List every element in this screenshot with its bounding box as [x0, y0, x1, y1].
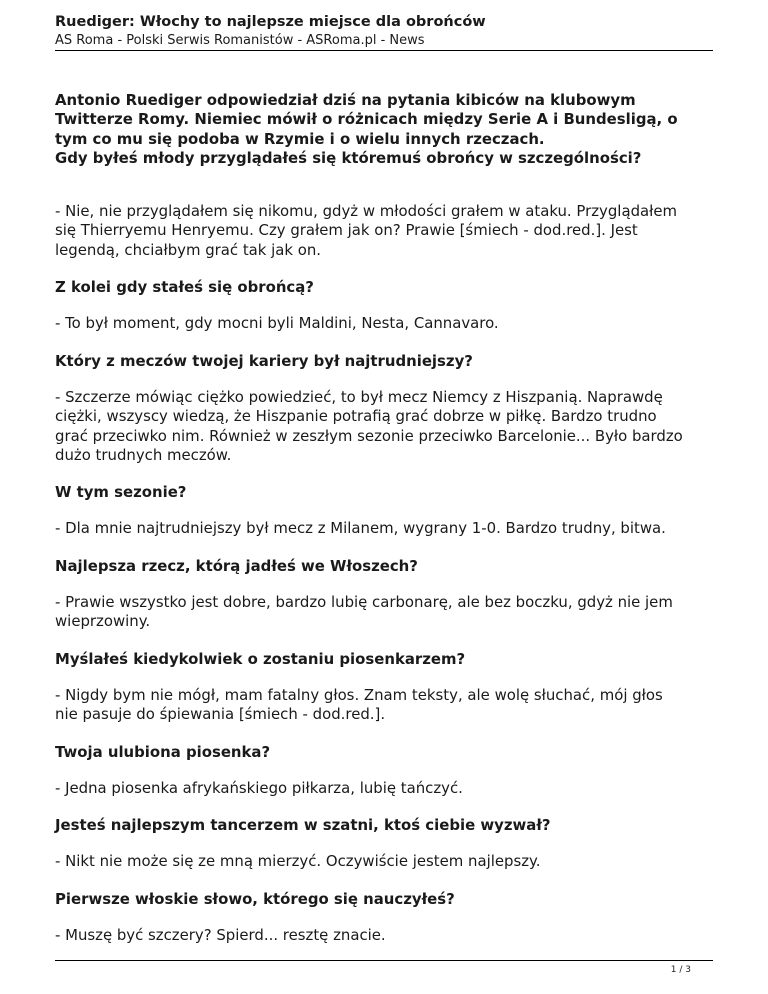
interview-question: Najlepsza rzecz, którą jadłeś we Włoszech?	[55, 556, 418, 575]
answer-paragraph	[55, 686, 715, 725]
answer-paragraph	[55, 519, 715, 538]
page-header	[55, 13, 713, 49]
footer-divider	[55, 960, 713, 961]
interview-question: Twoja ulubiona piosenka?	[55, 742, 271, 761]
answer-paragraph	[55, 314, 715, 333]
answer-line: - Szczerze mówiąc ciężko powiedzieć, to był mecz Niemcy z Hiszpanią. Naprawdę	[55, 387, 663, 406]
answer-paragraph	[55, 779, 715, 798]
lead-question: Gdy byłeś młody przyglądałeś się któremuś obrońcy w szczególności?	[55, 148, 642, 167]
lead-line: Twitterze Romy. Niemiec mówił o różnicach między Serie A i Bundesligą, o	[55, 110, 678, 129]
answer-line: legendą, chciałbym grać tak jak on.	[55, 240, 322, 259]
answer-line: - Nie, nie przyglądałem się nikomu, gdyż w młodości grałem w ataku. Przyglądałem	[55, 202, 678, 221]
interview-question: Z kolei gdy stałeś się obrońcą?	[55, 278, 314, 297]
answer-line: - Nigdy bym nie mógł, mam fatalny głos. Znam teksty, ale wolę słuchać, mój głos	[55, 685, 663, 704]
document-title: Ruediger: Włochy to najlepsze miejsce dla obrońców	[55, 14, 486, 30]
document-source: AS Roma - Polski Serwis Romanistów - ASRoma.pl - News	[55, 33, 425, 48]
interview-question: W tym sezonie?	[55, 483, 187, 502]
answer-line: - Jedna piosenka afrykańskiego piłkarza, lubię tańczyć.	[55, 778, 463, 797]
answer-line: grać przeciwko nim. Również w zeszłym sezonie przeciwko Barcelonie... Było bardzo	[55, 426, 683, 445]
article-body	[55, 91, 715, 945]
answer-line: wieprzowiny.	[55, 612, 151, 631]
lead-line: Antonio Ruediger odpowiedział dziś na pytania kibiców na klubowym	[55, 91, 636, 109]
answer-line: dużo trudnych meczów.	[55, 445, 232, 464]
answer-line: - Nikt nie może się ze mną mierzyć. Oczywiście jestem najlepszy.	[55, 852, 541, 871]
page-number: 1 / 3	[670, 965, 691, 975]
answer-line: - Dla mnie najtrudniejszy był mecz z Milanem, wygrany 1-0. Bardzo trudny, bitwa.	[55, 519, 666, 538]
interview-question: Który z meczów twojej kariery był najtrudniejszy?	[55, 351, 473, 370]
answer-paragraph	[55, 926, 715, 945]
header-divider	[55, 50, 713, 51]
answer-paragraph	[55, 202, 715, 260]
answer-paragraph	[55, 593, 715, 632]
interview-question: Jesteś najlepszym tancerzem w szatni, ktoś ciebie wyzwał?	[55, 816, 551, 835]
lead-line: tym co mu się podoba w Rzymie i o wielu innych rzeczach.	[55, 129, 545, 148]
answer-line: - Muszę być szczery? Spierd... resztę znacie.	[55, 926, 386, 945]
answer-line: nie pasuje do śpiewania [śmiech - dod.red.].	[55, 705, 386, 724]
answer-line: ciężki, wszyscy wiedzą, że Hiszpanie potrafią grać dobrze w piłkę. Bardzo trudno	[55, 407, 657, 426]
interview-question: Pierwsze włoskie słowo, którego się nauczyłeś?	[55, 889, 455, 908]
article-lead	[55, 91, 715, 168]
answer-paragraph	[55, 388, 715, 465]
interview-question: Myślałeś kiedykolwiek o zostaniu piosenkarzem?	[55, 649, 466, 668]
answer-line: się Thierryemu Henryemu. Czy grałem jak on? Prawie [śmiech - dod.red.]. Jest	[55, 221, 638, 240]
answer-paragraph	[55, 852, 715, 871]
answer-line: - Prawie wszystko jest dobre, bardzo lubię carbonarę, ale bez boczku, gdyż nie jem	[55, 593, 673, 612]
answer-line: - To był moment, gdy mocni byli Maldini, Nesta, Cannavaro.	[55, 314, 499, 333]
